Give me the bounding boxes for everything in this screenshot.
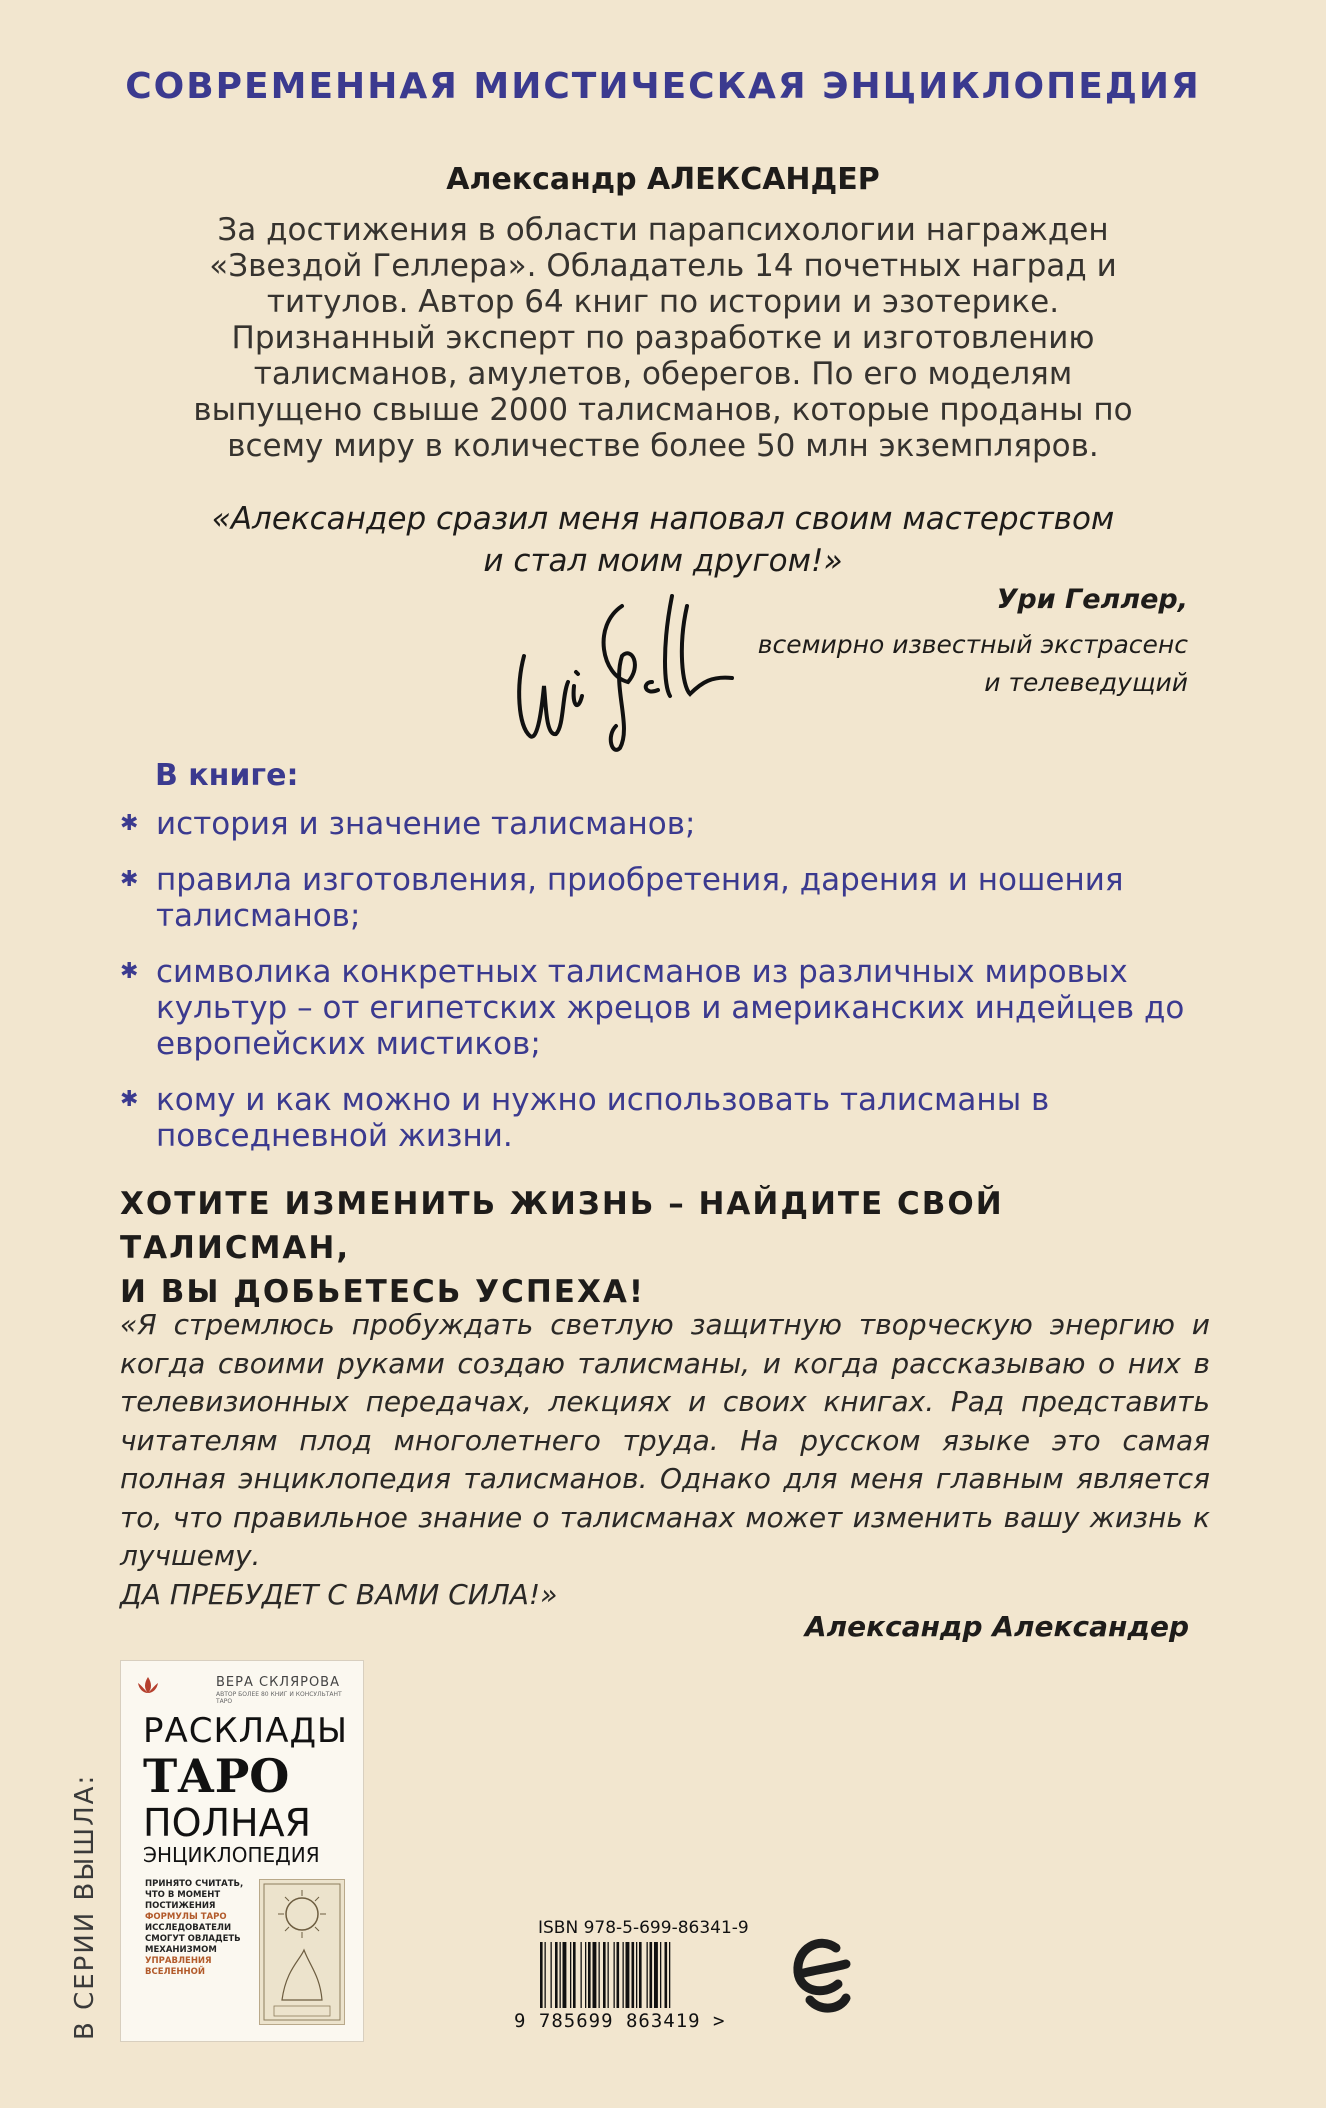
barcode-bar — [588, 1942, 591, 2008]
in-book-list — [120, 806, 1200, 1174]
barcode — [538, 1942, 742, 2014]
bio-line: талисманов, амулетов, оберегов. По его моделям — [253, 356, 1073, 392]
blurb-line: ЧТО В МОМЕНТ — [145, 1890, 221, 1900]
barcode-bar — [660, 1942, 661, 2008]
asterisk-bullet-icon: ✱ — [120, 811, 139, 836]
barcode-bar — [626, 1942, 630, 2008]
quote-line: и стал моим другом!» — [483, 543, 843, 579]
barcode-bar — [665, 1942, 668, 2008]
bio-line: За достижения в области парапсихологии награжден — [217, 212, 1109, 248]
blurb-highlight: УПРАВЛЕНИЯ — [145, 1956, 212, 1966]
in-book-title: В книге: — [155, 758, 299, 793]
author-quote-signature: Александр Александер — [804, 1610, 1189, 1643]
publisher-logo-icon — [790, 1930, 856, 2020]
barcode-bar — [614, 1942, 615, 2008]
barcode-bar — [581, 1942, 582, 2008]
role-line: и телеведущий — [984, 668, 1188, 697]
endorser-name: Ури Геллер, — [996, 584, 1188, 615]
slogan-line: И ВЫ ДОБЬЕТЕСЬ УСПЕХА! — [120, 1274, 645, 1310]
author-quote-closing: ДА ПРЕБУДЕТ С ВАМИ СИЛА!» — [120, 1577, 558, 1611]
author-quote — [120, 1306, 1210, 1614]
mini-book-title: РАСКЛАДЫ — [143, 1711, 349, 1751]
bio-line: всему миру в количестве более 50 млн экземпляров. — [227, 428, 1099, 464]
author-name: Александр АЛЕКСАНДЕР — [446, 162, 880, 197]
list-item-text: кому и как можно и нужно использовать талисманы в повседневной жизни. — [156, 1082, 1050, 1154]
barcode-bar — [654, 1942, 658, 2008]
asterisk-bullet-icon: ✱ — [120, 867, 139, 892]
barcode-bar — [636, 1942, 637, 2008]
blurb-highlight: ФОРМУЛЫ ТАРО — [145, 1912, 227, 1922]
list-item-text: символика конкретных талисманов из различных мировых культур – от египетских жрецов и американских индейцев до европейских мистиков; — [156, 954, 1185, 1062]
barcode-bar — [599, 1942, 600, 2008]
barcode-bar — [563, 1942, 567, 2008]
mini-book-author-sub: АВТОР БОЛЕЕ 80 КНИГ И КОНСУЛЬТАНТ ТАРО — [216, 1691, 342, 1705]
series-book-cover — [120, 1660, 364, 2042]
barcode-bar — [650, 1942, 653, 2008]
barcode-bar — [545, 1942, 546, 2008]
mini-book-title: ТАРО — [143, 1749, 290, 1803]
endorser-name-text: Ури Геллер — [996, 584, 1178, 615]
blurb-line: МЕХАНИЗМОМ — [145, 1945, 217, 1955]
barcode-bar — [560, 1942, 561, 2008]
barcode-bar — [647, 1942, 648, 2008]
barcode-bar — [585, 1942, 586, 2008]
barcode-bar — [623, 1942, 624, 2008]
quote-line: «Александер сразил меня наповал своим мастерством — [211, 501, 1115, 537]
list-item — [120, 1082, 1200, 1154]
endorser-role — [688, 626, 1188, 702]
barcode-bar — [639, 1942, 642, 2008]
barcode-bar — [617, 1942, 620, 2008]
series-label-vertical: В СЕРИИ ВЫШЛА: — [70, 1773, 100, 2040]
bio-line: «Звездой Геллера». Обладатель 14 почетных наград и — [209, 248, 1117, 284]
blurb-line: ПОСТИЖЕНИЯ — [145, 1901, 216, 1911]
list-item-text: правила изготовления, приобретения, дарения и ношения талисманов; — [156, 862, 1124, 934]
barcode-bar — [570, 1942, 571, 2008]
endorsement-quote — [150, 498, 1176, 582]
slogan — [120, 1182, 1220, 1314]
barcode-bar — [632, 1942, 635, 2008]
series-title: СОВРЕМЕННАЯ МИСТИЧЕСКАЯ ЭНЦИКЛОПЕДИЯ — [125, 66, 1201, 107]
mini-book-title: ПОЛНАЯ — [143, 1801, 312, 1845]
lotus-logo-icon — [135, 1675, 161, 1697]
barcode-bar — [540, 1942, 543, 2008]
mini-book-subtitle: ЭНЦИКЛОПЕДИЯ — [143, 1843, 320, 1867]
asterisk-bullet-icon: ✱ — [120, 1087, 139, 1112]
role-line: всемирно известный экстрасенс — [757, 630, 1188, 659]
mini-book-blurb — [145, 1879, 250, 1978]
barcode-bar — [573, 1942, 576, 2008]
isbn: ISBN 978-5-699-86341-9 — [538, 1918, 749, 1938]
blurb-line: СМОГУТ ОВЛАДЕТЬ — [145, 1934, 241, 1944]
author-bio — [120, 212, 1206, 464]
slogan-line: ХОТИТЕ ИЗМЕНИТЬ ЖИЗНЬ – НАЙДИТЕ СВОЙ ТАЛИСМАН, — [120, 1186, 1004, 1266]
tarot-card-image — [259, 1879, 345, 2025]
list-item — [120, 806, 1200, 842]
bio-line: выпущено свыше 2000 талисманов, которые проданы по — [193, 392, 1133, 428]
bio-line: Признанный эксперт по разработке и изготовлению — [231, 320, 1095, 356]
list-item — [120, 862, 1200, 934]
barcode-bar — [608, 1942, 609, 2008]
blurb-highlight: ВСЕЛЕННОЙ — [145, 1967, 205, 1977]
author-quote-text: «Я стремлюсь пробуждать светлую защитную творческую энергию и когда своими руками создаю талисманы, и когда рассказываю о них в телевизионных передачах, лекциях и своих книгах. Рад представить читателям плод многолетнего труда. На русском языке это самая полная энциклопедия талисманов. Однако для меня главным является то, что правильное знание о талисманах может изменить вашу жизнь к лучшему. — [120, 1308, 1210, 1572]
barcode-bar — [603, 1942, 606, 2008]
list-item — [120, 954, 1200, 1062]
bio-line: титулов. Автор 64 книг по истории и эзотерике. — [266, 284, 1060, 320]
barcode-bar — [593, 1942, 597, 2008]
blurb-line: ПРИНЯТО СЧИТАТЬ, — [145, 1879, 244, 1889]
barcode-bar — [551, 1942, 552, 2008]
asterisk-bullet-icon: ✱ — [120, 959, 139, 984]
list-item-text: история и значение талисманов; — [156, 806, 696, 842]
barcode-bar — [669, 1942, 670, 2008]
handwritten-signature — [512, 586, 742, 756]
mini-book-author: ВЕРА СКЛЯРОВА — [216, 1675, 340, 1690]
blurb-line: ИССЛЕДОВАТЕЛИ — [145, 1923, 232, 1933]
barcode-digits: 9 785699 863419 > — [514, 2010, 726, 2032]
barcode-bar — [555, 1942, 558, 2008]
